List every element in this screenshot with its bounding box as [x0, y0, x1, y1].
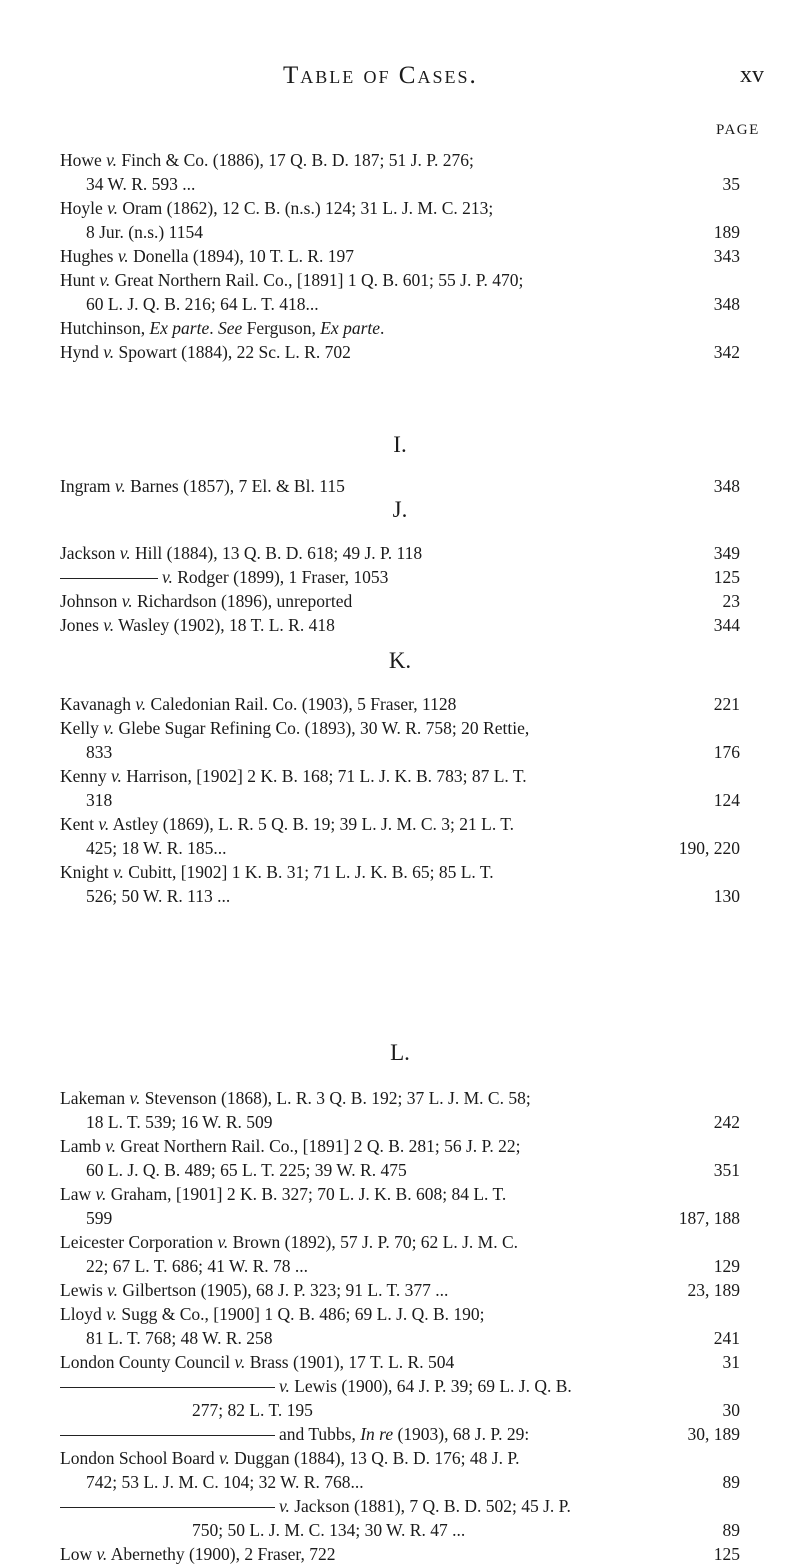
case-citation: [60, 1494, 571, 1518]
citation-text: 526; 50 W. R. 113 ...: [86, 886, 231, 906]
case-citation: [60, 340, 351, 364]
case-citation: [60, 812, 514, 836]
citation-text: Lakeman v. Stevenson (1868), L. R. 3 Q. B. 192; 37 L. J. M. C. 58;: [60, 1088, 531, 1108]
citation-text: 34 W. R. 593 ...: [86, 174, 196, 194]
page-reference: 23: [722, 591, 740, 611]
citation-text: 833: [86, 742, 113, 762]
case-citation: [86, 1110, 273, 1134]
case-citation: [60, 1542, 336, 1566]
case-citation: [86, 1254, 308, 1278]
case-citation: [60, 1446, 520, 1470]
citation-text: Lamb v. Great Northern Rail. Co., [1891] 2 Q. B. 281; 56 J. P. 22;: [60, 1136, 521, 1156]
case-citation: [60, 474, 345, 498]
page-reference: 343: [713, 246, 740, 266]
case-entry: [60, 1446, 740, 1470]
page-reference: 23, 189: [687, 1280, 740, 1300]
case-citation: [60, 764, 527, 788]
page-reference: 89: [722, 1472, 740, 1492]
ditto-rule: [60, 1507, 275, 1508]
case-entry: [60, 268, 740, 292]
citation-text: 81 L. T. 768; 48 W. R. 258: [86, 1328, 273, 1348]
case-citation: [60, 196, 493, 220]
case-entry: [60, 148, 740, 172]
case-entry-continuation: [60, 1326, 740, 1350]
ditto-rule: [60, 578, 158, 579]
case-entry: [60, 244, 740, 268]
case-entry: [60, 1350, 740, 1374]
case-entry-continuation: [60, 172, 740, 196]
case-citation: [60, 565, 388, 589]
page-reference: 344: [713, 615, 740, 635]
case-entry: [60, 1302, 740, 1326]
citation-text: Hoyle v. Oram (1862), 12 C. B. (n.s.) 124; 31 L. J. M. C. 213;: [60, 198, 494, 218]
citation-text: 8 Jur. (n.s.) 1154: [86, 222, 203, 242]
case-citation: [60, 244, 354, 268]
citation-text: and Tubbs, In re (1903), 68 J. P. 29:: [279, 1424, 530, 1444]
page-reference: 125: [713, 567, 740, 587]
page-reference: 129: [713, 1256, 740, 1276]
section-letter: I.: [393, 432, 407, 457]
case-citation: [60, 1278, 448, 1302]
citation-text: London School Board v. Duggan (1884), 13 Q. B. D. 176; 48 J. P.: [60, 1448, 520, 1468]
case-citation: [60, 1086, 531, 1110]
case-citation: [60, 1302, 485, 1326]
citation-text: Jones v. Wasley (1902), 18 T. L. R. 418: [60, 615, 335, 635]
case-citation: [86, 884, 230, 908]
case-entry: [60, 196, 740, 220]
case-citation: [192, 1398, 313, 1422]
case-entry: [60, 812, 740, 836]
case-entry-continuation: [60, 1470, 740, 1494]
case-entry-continuation: [60, 1110, 740, 1134]
citation-text: Kelly v. Glebe Sugar Refining Co. (1893), 30 W. R. 758; 20 Rettie,: [60, 718, 530, 738]
page-reference: 351: [713, 1160, 740, 1180]
citation-text: Ingram v. Barnes (1857), 7 El. & Bl. 115: [60, 476, 345, 496]
case-citation: [86, 1470, 364, 1494]
case-citation: [86, 1326, 273, 1350]
case-citation: [86, 1158, 407, 1182]
case-entry-continuation: [60, 740, 740, 764]
page-reference: 241: [713, 1328, 740, 1348]
citation-text: 742; 53 L. J. M. C. 104; 32 W. R. 768...: [86, 1472, 364, 1492]
case-entry-continuation: [60, 1206, 740, 1230]
citation-text: Kent v. Astley (1869), L. R. 5 Q. B. 19; 39 L. J. M. C. 3; 21 L. T.: [60, 814, 515, 834]
ditto-rule: [60, 1435, 275, 1436]
entry-list: [60, 692, 740, 908]
case-entry-continuation: [60, 884, 740, 908]
citation-text: 18 L. T. 539; 16 W. R. 509: [86, 1112, 273, 1132]
case-citation: [60, 268, 523, 292]
case-citation: [86, 292, 319, 316]
section-letter: L.: [390, 1040, 410, 1065]
citation-text: 750; 50 L. J. M. C. 134; 30 W. R. 47 ...: [192, 1520, 466, 1540]
case-entry: [60, 541, 740, 565]
citation-text: Knight v. Cubitt, [1902] 1 K. B. 31; 71 L. J. K. B. 65; 85 L. T.: [60, 862, 494, 882]
case-citation: [60, 1422, 529, 1446]
case-entry-continuation: [60, 292, 740, 316]
page-reference: 31: [722, 1352, 740, 1372]
page-reference: 30: [722, 1400, 740, 1420]
case-citation: [192, 1518, 465, 1542]
case-entry-continuation: [60, 1398, 740, 1422]
page-reference: 342: [713, 342, 740, 362]
page-reference: 30, 189: [687, 1424, 740, 1444]
page-reference: 242: [713, 1112, 740, 1132]
citation-text: Lloyd v. Sugg & Co., [1900] 1 Q. B. 486; 69 L. J. Q. B. 190;: [60, 1304, 485, 1324]
case-citation: [86, 836, 227, 860]
citation-text: 599: [86, 1208, 113, 1228]
case-citation: [60, 1230, 518, 1254]
citation-text: v. Rodger (1899), 1 Fraser, 1053: [162, 567, 389, 587]
citation-text: Hunt v. Great Northern Rail. Co., [1891] 1 Q. B. 601; 55 J. P. 470;: [60, 270, 524, 290]
case-entry: [60, 1086, 740, 1110]
running-header-page-number: xv: [740, 62, 764, 88]
case-citation: [60, 316, 384, 340]
citation-text: Hughes v. Donella (1894), 10 T. L. R. 197: [60, 246, 355, 266]
ditto-rule: [60, 1387, 275, 1388]
case-citation: [86, 788, 112, 812]
case-entry: [60, 1542, 740, 1566]
citation-text: 277; 82 L. T. 195: [192, 1400, 313, 1420]
case-citation: [60, 613, 335, 637]
page-reference: 187, 188: [678, 1208, 740, 1228]
case-entry: [60, 1422, 740, 1446]
citation-text: Law v. Graham, [1901] 2 K. B. 327; 70 L. J. K. B. 608; 84 L. T.: [60, 1184, 507, 1204]
case-entry: [60, 1134, 740, 1158]
citation-text: v. Lewis (1900), 64 J. P. 39; 69 L. J. Q. B.: [279, 1376, 572, 1396]
page-column-label: PAGE: [716, 122, 760, 138]
case-citation: [60, 1182, 506, 1206]
citation-text: Lewis v. Gilbertson (1905), 68 J. P. 323; 91 L. T. 377 ...: [60, 1280, 449, 1300]
case-citation: [60, 692, 456, 716]
citation-text: Hynd v. Spowart (1884), 22 Sc. L. R. 702: [60, 342, 351, 362]
citation-text: London County Council v. Brass (1901), 17 T. L. R. 504: [60, 1352, 455, 1372]
case-entry: [60, 589, 740, 613]
case-entry: [60, 565, 740, 589]
case-entry: [60, 764, 740, 788]
page-reference: 35: [722, 174, 740, 194]
citation-text: 22; 67 L. T. 686; 41 W. R. 78 ...: [86, 1256, 309, 1276]
case-entry-continuation: [60, 1518, 740, 1542]
citation-text: 60 L. J. Q. B. 489; 65 L. T. 225; 39 W. R. 475: [86, 1160, 407, 1180]
case-entry: [60, 1278, 740, 1302]
case-entry: [60, 474, 740, 498]
case-citation: [60, 860, 494, 884]
citation-text: 60 L. J. Q. B. 216; 64 L. T. 418...: [86, 294, 319, 314]
page-reference: 89: [722, 1520, 740, 1540]
citation-text: Leicester Corporation v. Brown (1892), 57 J. P. 70; 62 L. J. M. C.: [60, 1232, 519, 1252]
case-citation: [86, 740, 112, 764]
page-reference: 221: [713, 694, 740, 714]
case-entry: [60, 1494, 740, 1518]
citation-text: Kavanagh v. Caledonian Rail. Co. (1903), 5 Fraser, 1128: [60, 694, 457, 714]
page-reference: 176: [713, 742, 740, 762]
case-citation: [86, 1206, 112, 1230]
case-entry: [60, 316, 740, 340]
case-entry: [60, 1230, 740, 1254]
citation-text: Hutchinson, Ex parte. See Ferguson, Ex parte.: [60, 318, 385, 338]
entry-list: [60, 474, 740, 498]
case-entry: [60, 692, 740, 716]
case-citation: [86, 220, 203, 244]
page-reference: 349: [713, 543, 740, 563]
page-reference: 189: [713, 222, 740, 242]
case-entry-continuation: [60, 836, 740, 860]
case-entry: [60, 1374, 740, 1398]
citation-text: v. Jackson (1881), 7 Q. B. D. 502; 45 J. P.: [279, 1496, 571, 1516]
citation-text: Jackson v. Hill (1884), 13 Q. B. D. 618; 49 J. P. 118: [60, 543, 423, 563]
running-header-title: Table of Cases.: [283, 62, 478, 89]
entry-list: [60, 1086, 740, 1566]
citation-text: 318: [86, 790, 113, 810]
case-citation: [60, 541, 422, 565]
case-citation: [60, 716, 529, 740]
case-entry-continuation: [60, 220, 740, 244]
case-entry: [60, 1182, 740, 1206]
section-letter: K.: [388, 648, 412, 673]
citation-text: Low v. Abernethy (1900), 2 Fraser, 722: [60, 1544, 336, 1564]
page-reference: 190, 220: [678, 838, 740, 858]
page-reference: 348: [713, 476, 740, 496]
entry-list: [60, 148, 740, 364]
case-entry-continuation: [60, 788, 740, 812]
page-reference: 124: [713, 790, 740, 810]
case-entry-continuation: [60, 1158, 740, 1182]
citation-text: Kenny v. Harrison, [1902] 2 K. B. 168; 71 L. J. K. B. 783; 87 L. T.: [60, 766, 527, 786]
page-reference: 348: [713, 294, 740, 314]
citation-text: Johnson v. Richardson (1896), unreported: [60, 591, 353, 611]
page-reference: 130: [713, 886, 740, 906]
case-citation: [60, 1134, 520, 1158]
case-entry: [60, 613, 740, 637]
case-citation: [60, 1374, 572, 1398]
case-entry: [60, 860, 740, 884]
case-entry: [60, 340, 740, 364]
case-entry: [60, 716, 740, 740]
case-citation: [60, 589, 352, 613]
citation-text: 425; 18 W. R. 185...: [86, 838, 227, 858]
case-citation: [60, 1350, 454, 1374]
citation-text: Howe v. Finch & Co. (1886), 17 Q. B. D. 187; 51 J. P. 276;: [60, 150, 474, 170]
case-citation: [60, 148, 474, 172]
case-entry-continuation: [60, 1254, 740, 1278]
case-citation: [86, 172, 195, 196]
section-letter: J.: [392, 497, 408, 522]
entry-list: [60, 541, 740, 637]
page-reference: 125: [713, 1544, 740, 1564]
